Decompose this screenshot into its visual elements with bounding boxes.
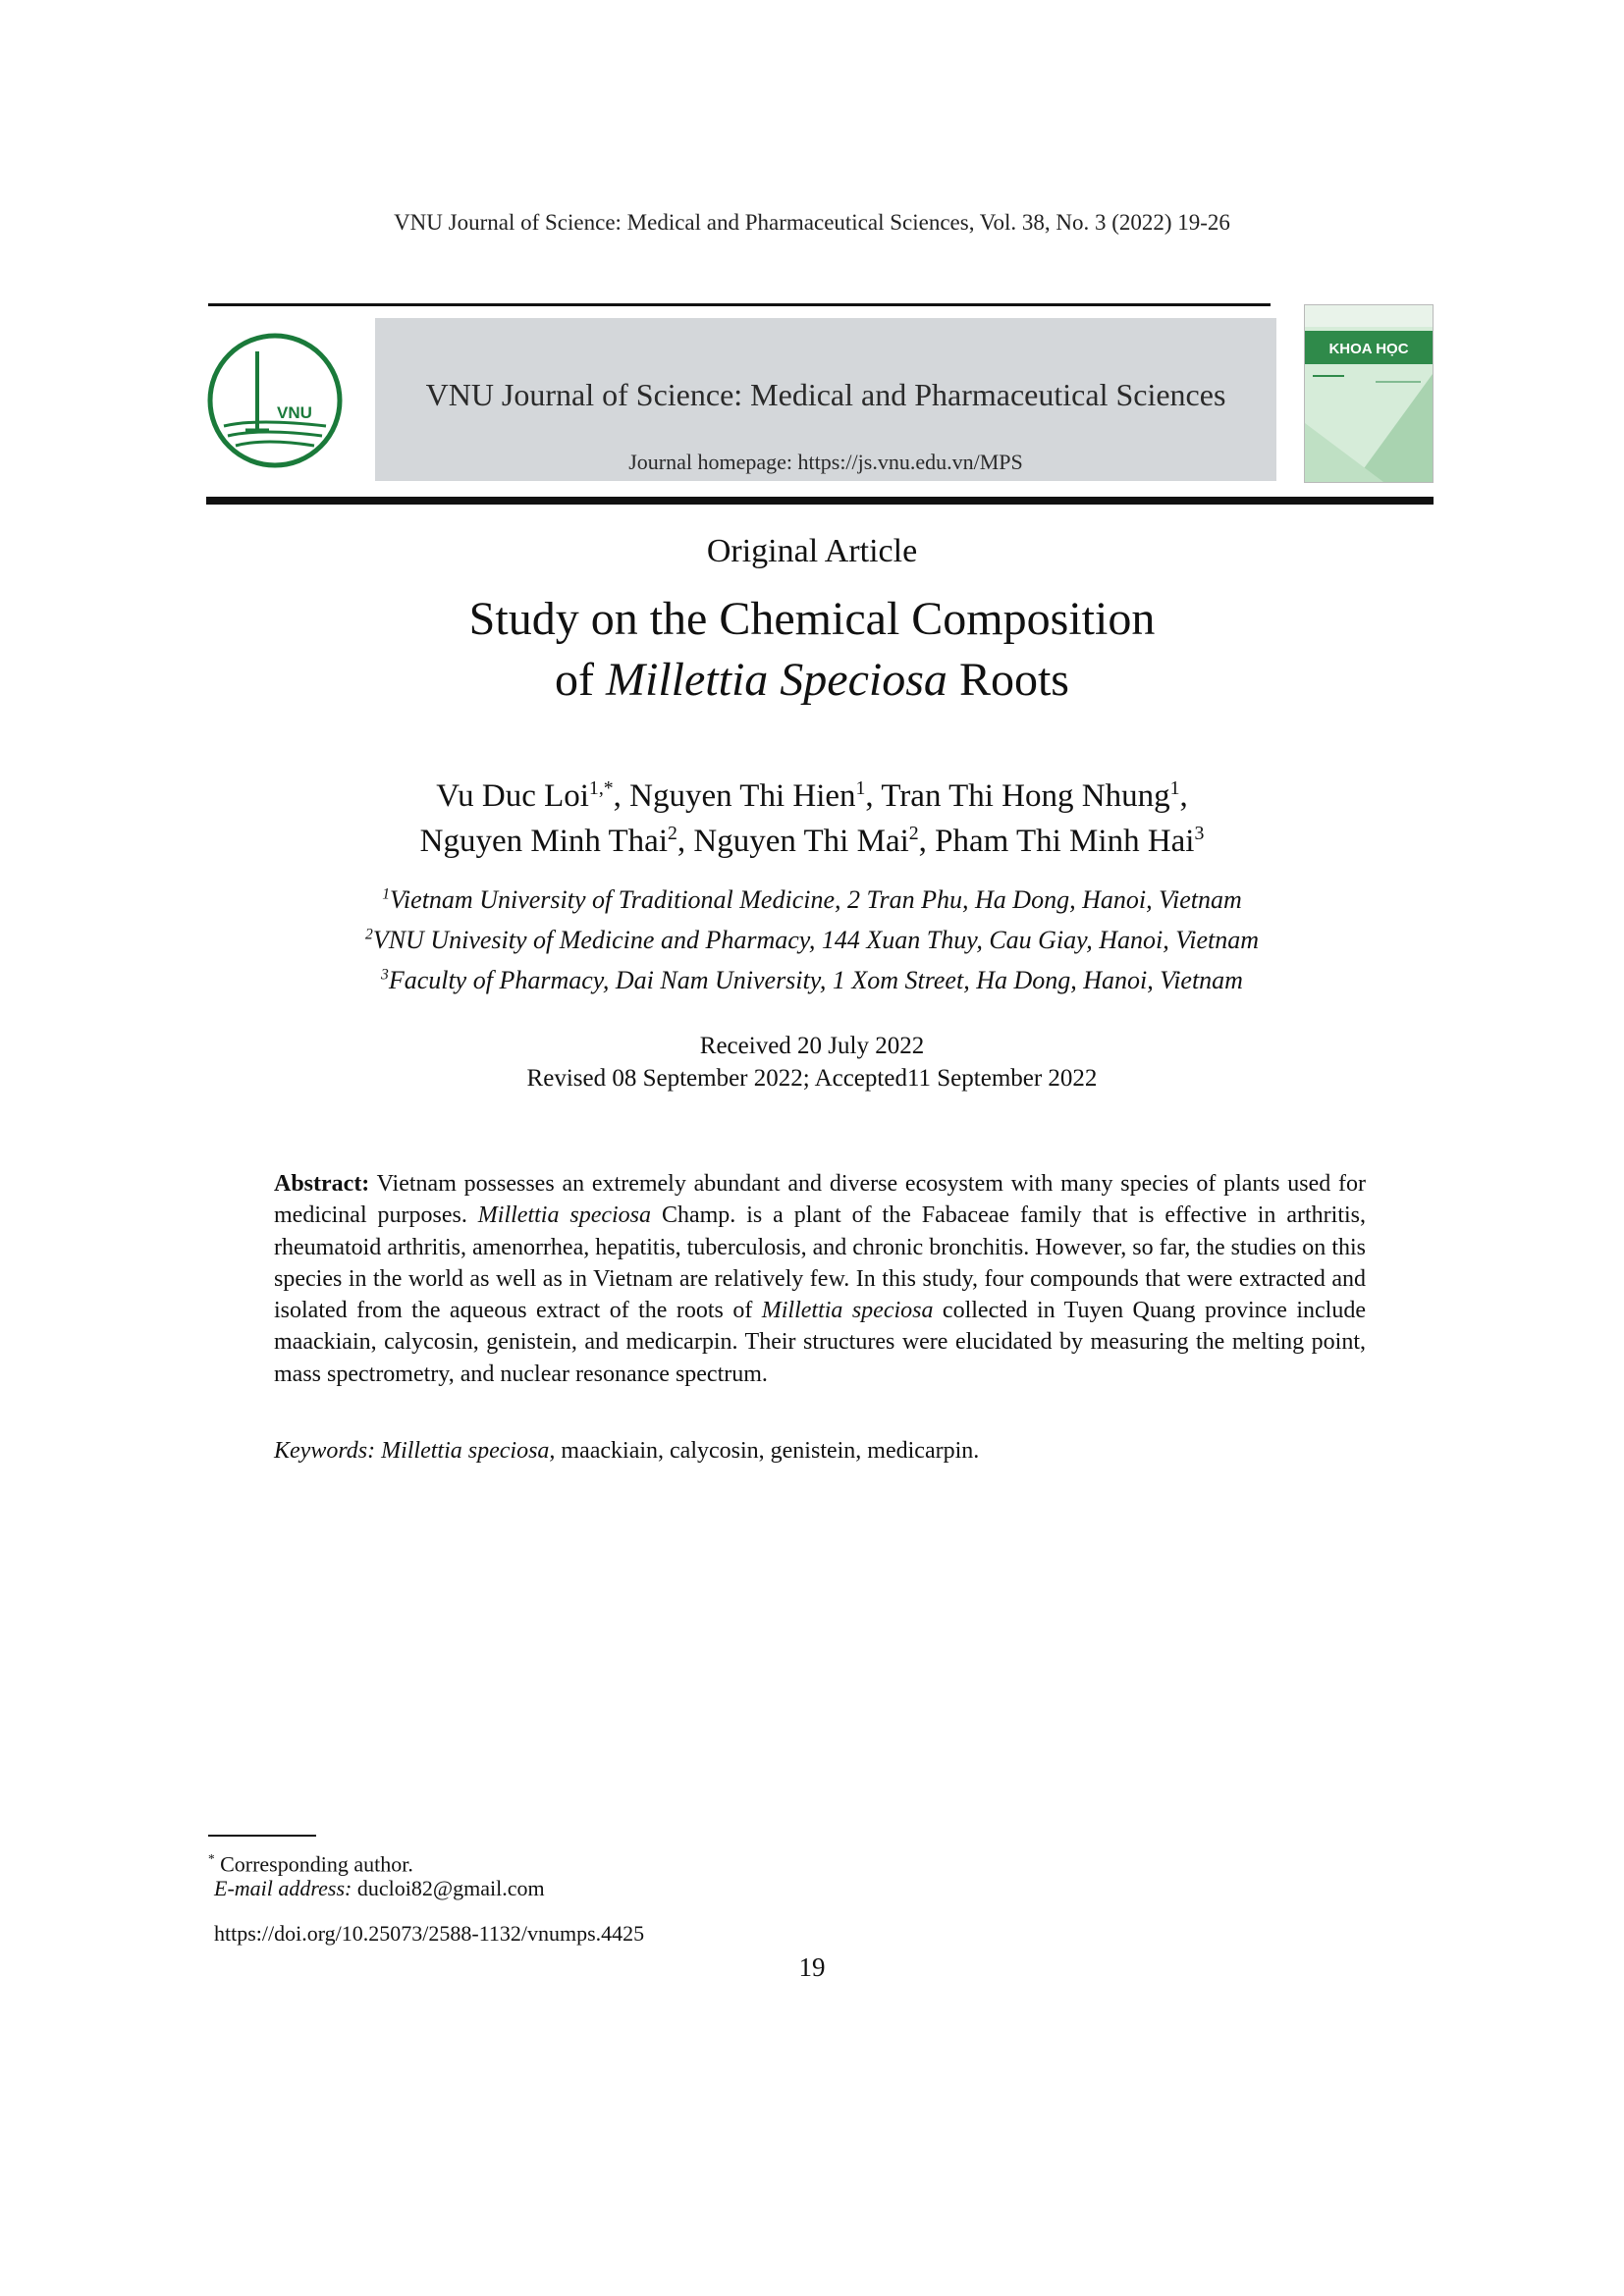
running-head: VNU Journal of Science: Medical and Pharmaceutical Sciences, Vol. 38, No. 3 (2022) 19-26 [394,210,1230,235]
author-affil-sup: 1 [1169,777,1180,799]
affiliation-3 [0,960,1624,1000]
abstract [274,1168,1366,1390]
affiliation-sup: 3 [381,966,389,984]
author-name: Tran Thi Hong Nhung [881,778,1170,814]
footnote-text: Corresponding author. [214,1851,413,1877]
keywords-text: maackiain, calycosin, genistein, medicarpin. [555,1438,980,1464]
vnu-logo [206,332,344,469]
author-sep: , [918,824,936,859]
footnote-marker: * [208,1851,215,1866]
abstract-text: Vietnam possesses an extremely abundant and diverse ecosystem with many species of plants used for medicinal purposes. [274,1171,1366,1229]
author-name: Nguyen Thi Hien [629,778,856,814]
affiliation-text: VNU Univesity of Medicine and Pharmacy, 144 Xuan Thuy, Cau Giay, Hanoi, Vietnam [372,926,1259,954]
title-suffix: Roots [947,654,1069,706]
journal-cover [1304,304,1434,483]
title-line-2 [0,650,1624,711]
article-dates [0,1030,1624,1095]
abstract-text: collected in Tuyen Quang province include maackiain, calycosin, genistein, and medicarpin. Their structures were elucidated by measuring the melting point, mass spectrometry, and nuclear resonance spectrum. [274,1298,1367,1387]
article-type: Original Article [706,533,918,569]
footnote-rule [208,1835,316,1837]
banner-journal-name: VNU Journal of Science: Medical and Pharmaceutical Sciences [425,377,1226,412]
received-date: Received 20 July 2022 [699,1033,925,1059]
affiliation-text: Vietnam University of Traditional Medicine, 2 Tran Phu, Ha Dong, Hanoi, Vietnam [389,885,1242,914]
revised-accepted-date: Revised 08 September 2022; Accepted11 September 2022 [526,1065,1098,1092]
affiliation-sup: 1 [382,885,390,903]
article-title [0,589,1624,711]
affiliation-1 [0,880,1624,920]
abstract-species: Millettia speciosa [477,1202,652,1229]
author-name: Nguyen Thi Mai [693,824,909,859]
title-prefix: of [555,654,606,706]
author-line-1 [0,774,1624,819]
author-affil-sup: 2 [908,823,919,844]
author-sep: , [1179,778,1188,814]
author-list [0,774,1624,864]
author-sep: , [613,778,630,814]
abstract-label: Abstract: [274,1171,370,1197]
author-affil-sup: 2 [668,823,677,844]
affiliations [0,880,1624,1000]
keywords-label: Keywords: Millettia speciosa, [274,1438,556,1464]
page-number: 19 [798,1952,826,1982]
author-name: Vu Duc Loi [436,778,589,814]
author-name: Nguyen Minh Thai [419,824,668,859]
cover-title: KHOA HỌC [1328,341,1409,357]
title-species: Millettia Speciosa [606,654,947,706]
author-line-2 [0,819,1624,864]
abstract-species: Millettia speciosa [761,1298,934,1324]
author-affil-sup: 1,* [588,777,614,799]
author-affil-sup: 3 [1194,823,1205,844]
author-sep: , [865,778,882,814]
header-rule [208,303,1271,306]
email-label: E-mail address: [214,1876,352,1900]
banner-bottom-rule [206,497,1434,505]
journal-banner [375,318,1276,481]
author-sep: , [677,824,694,859]
doi-link[interactable]: https://doi.org/10.25073/2588-1132/vnumps.4425 [214,1921,645,1946]
banner-homepage[interactable]: Journal homepage: https://js.vnu.edu.vn/MPS [628,450,1023,474]
keywords [274,1435,1366,1467]
title-line-1: Study on the Chemical Composition [468,593,1156,645]
affiliation-sup: 2 [365,926,373,943]
abstract-text: Champ. is a plant of the Fabaceae family that is effective in arthritis, rheumatoid arthritis, amenorrhea, hepatitis, tuberculosis, and chronic bronchitis. However, so far, the studies on this species in the world as well as in Vietnam are relatively few. In this study, four compounds that were extracted and isolated from the aqueous extract of the roots of [274,1202,1366,1324]
affiliation-text: Faculty of Pharmacy, Dai Nam University, 1 Xom Street, Ha Dong, Hanoi, Vietnam [388,966,1243,994]
footnote-email [214,1874,545,1903]
author-name: Pham Thi Minh Hai [935,824,1195,859]
email-address[interactable]: ducloi82@gmail.com [352,1876,545,1900]
cover-art [1305,305,1433,482]
author-affil-sup: 1 [855,777,866,799]
affiliation-2 [0,920,1624,960]
logo-text: VNU [277,403,312,422]
